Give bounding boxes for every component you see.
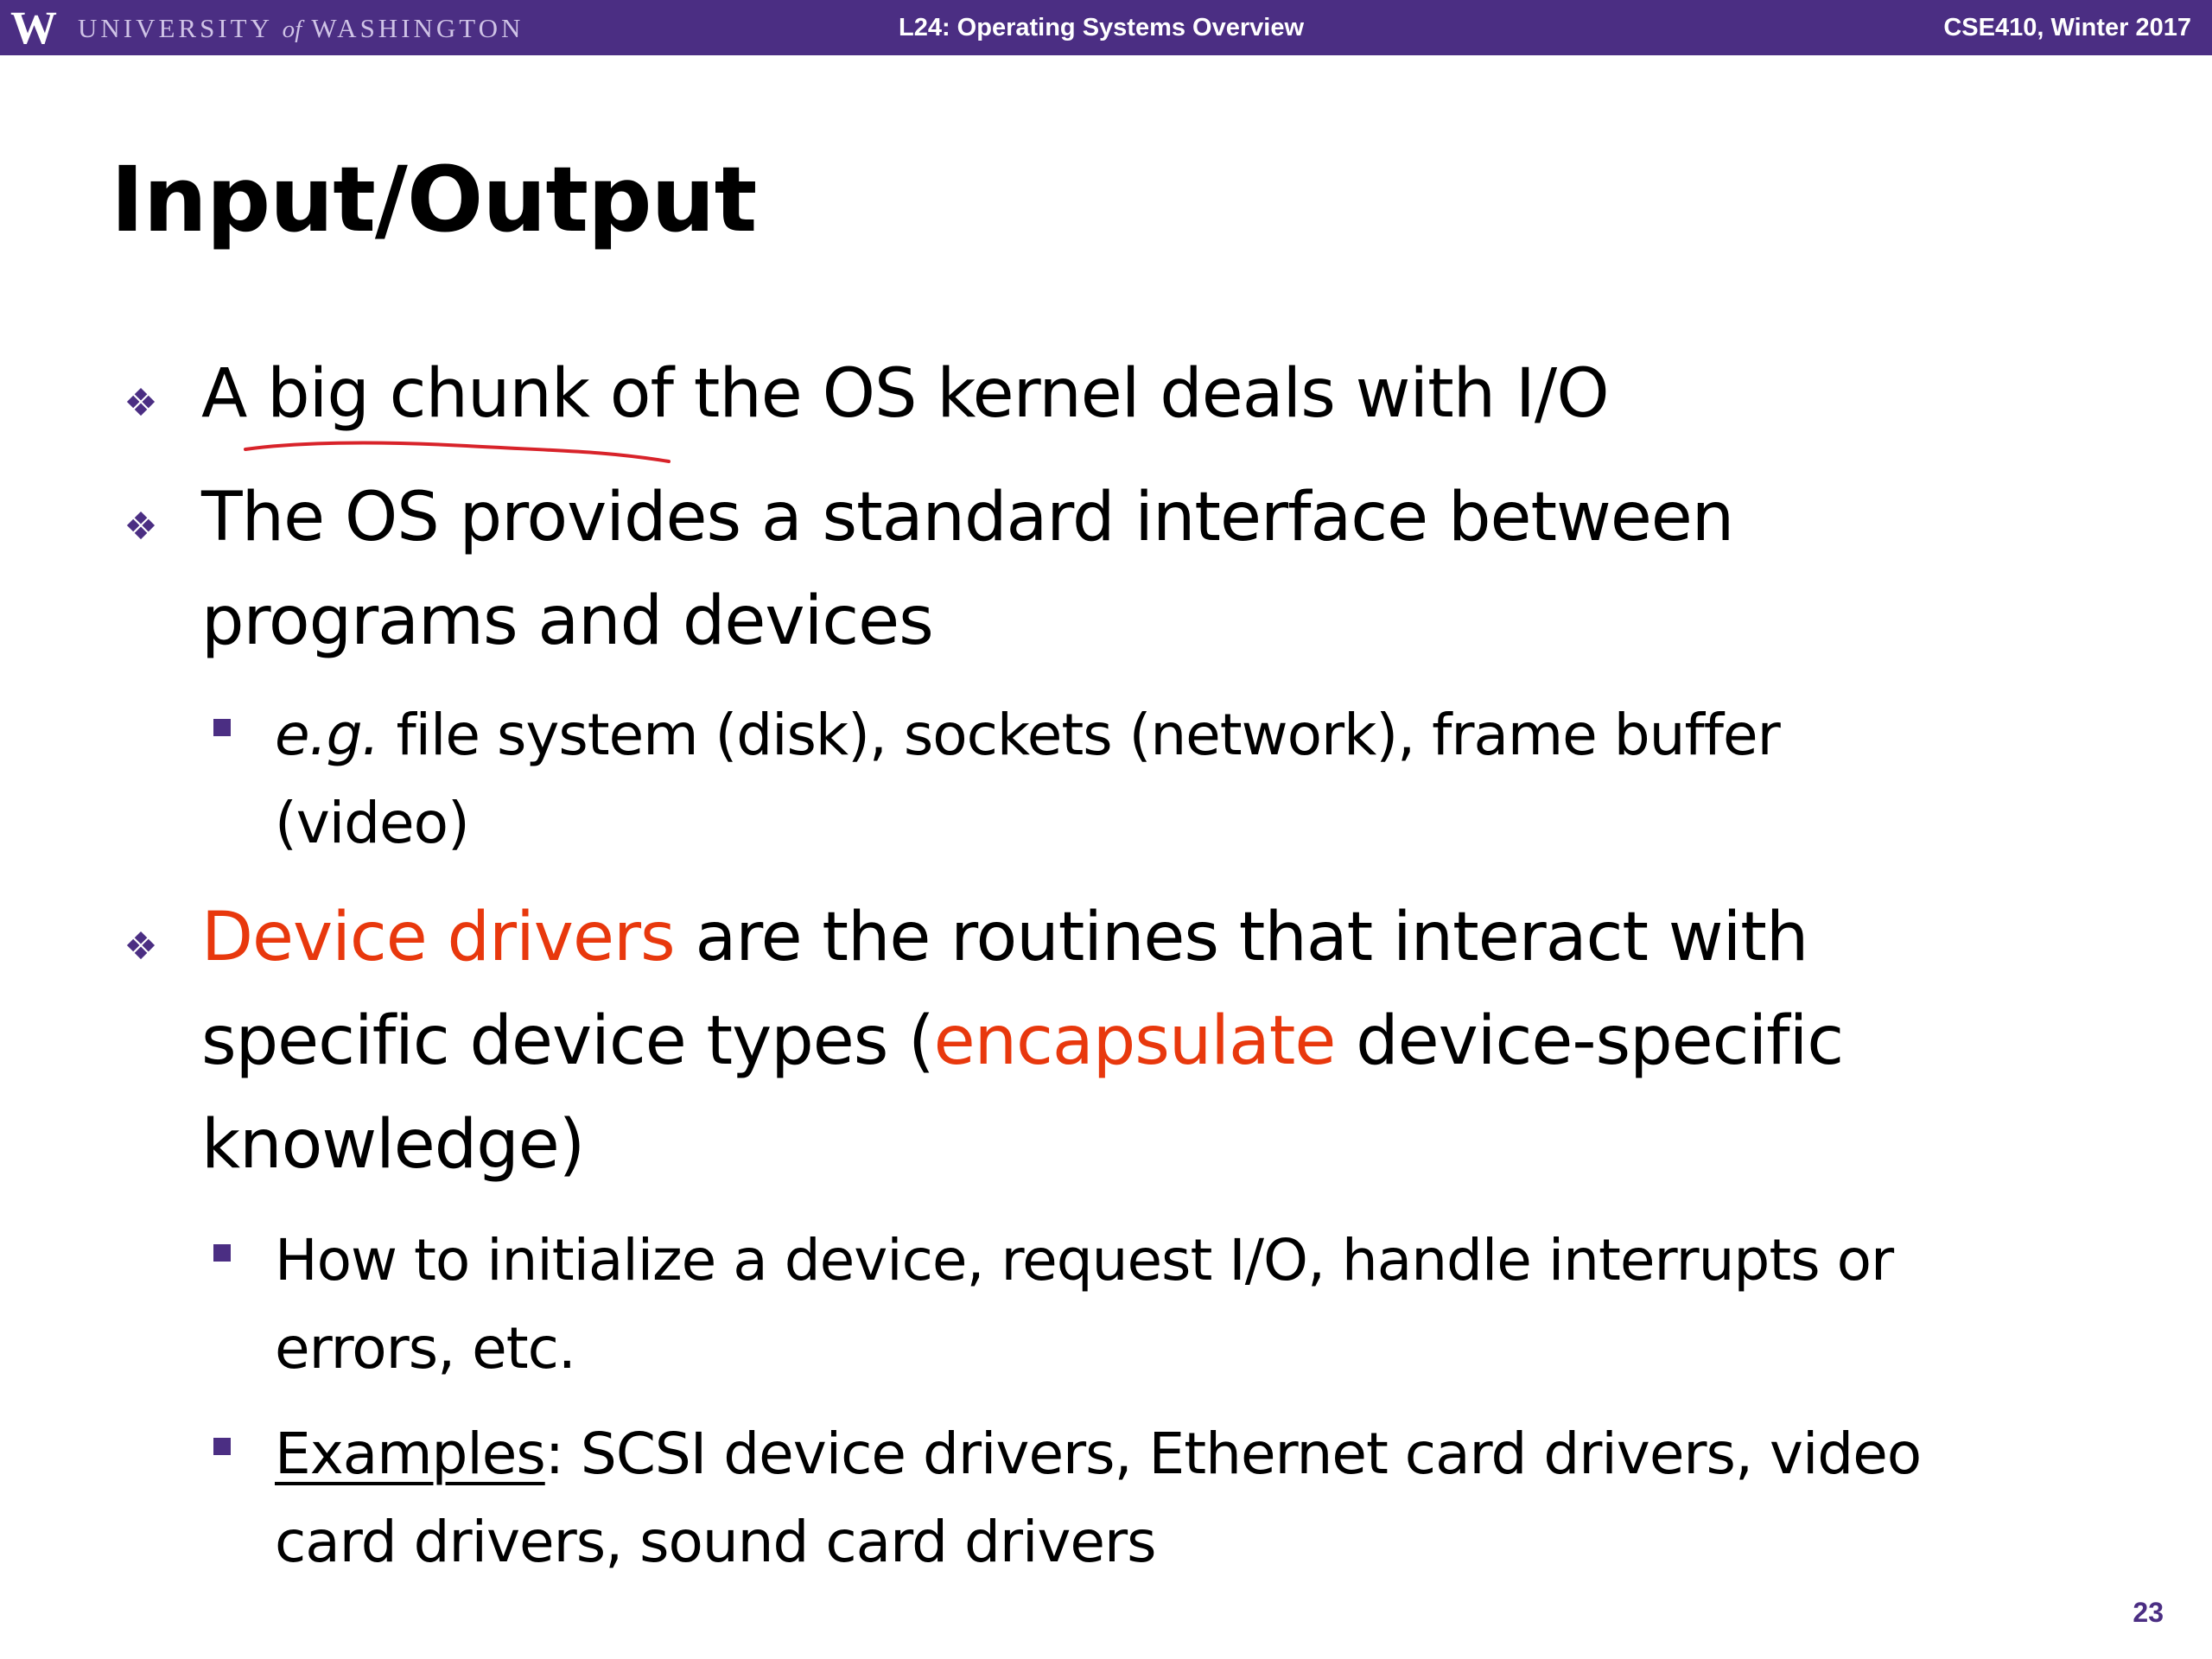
four-diamond-icon: ❖: [124, 925, 158, 969]
square-bullet-icon: [213, 719, 231, 736]
slide-header: [0, 0, 2212, 55]
bullet-2-line-2: programs and devices: [201, 582, 933, 660]
lecture-title: L24: Operating Systems Overview: [899, 14, 1305, 41]
slide-title: Input/Output: [111, 147, 757, 252]
bullet-3-line-3: knowledge): [201, 1106, 585, 1184]
bullet-3-sub-2-line-2: card drivers, sound card drivers: [275, 1509, 1156, 1575]
bullet-3-sub-2-line-1: Examples: SCSI device drivers, Ethernet card drivers, video: [275, 1421, 1922, 1487]
uw-logo-icon: W: [10, 2, 57, 54]
term-encapsulate: encapsulate: [933, 1002, 1336, 1080]
square-bullet-icon: [213, 1244, 231, 1262]
bullet-2-sub-line-1: e.g. file system (disk), sockets (network), frame buffer: [275, 702, 1780, 768]
page-number: 23: [2133, 1597, 2164, 1628]
square-bullet-icon: [213, 1438, 231, 1455]
bullet-3-line-1: Device drivers are the routines that interact with: [201, 899, 1808, 976]
university-name: UNIVERSITY of WASHINGTON: [78, 13, 524, 43]
bullet-2-line-1: The OS provides a standard interface between: [201, 479, 1734, 556]
bullet-2-sub-line-2: (video): [275, 790, 469, 856]
course-name: CSE410, Winter 2017: [1943, 14, 2191, 41]
bullet-3-sub-1-line-2: errors, etc.: [275, 1315, 575, 1382]
term-device-drivers: Device drivers: [201, 899, 675, 976]
four-diamond-icon: ❖: [124, 381, 158, 425]
bullet-3-line-2: specific device types (encapsulate device-specific: [201, 1002, 1844, 1080]
bullet-1: A big chunk of the OS kernel deals with I/O: [201, 355, 1609, 433]
bullet-3-sub-1-line-1: How to initialize a device, request I/O, handle interrupts or: [275, 1227, 1894, 1294]
four-diamond-icon: ❖: [124, 505, 158, 549]
